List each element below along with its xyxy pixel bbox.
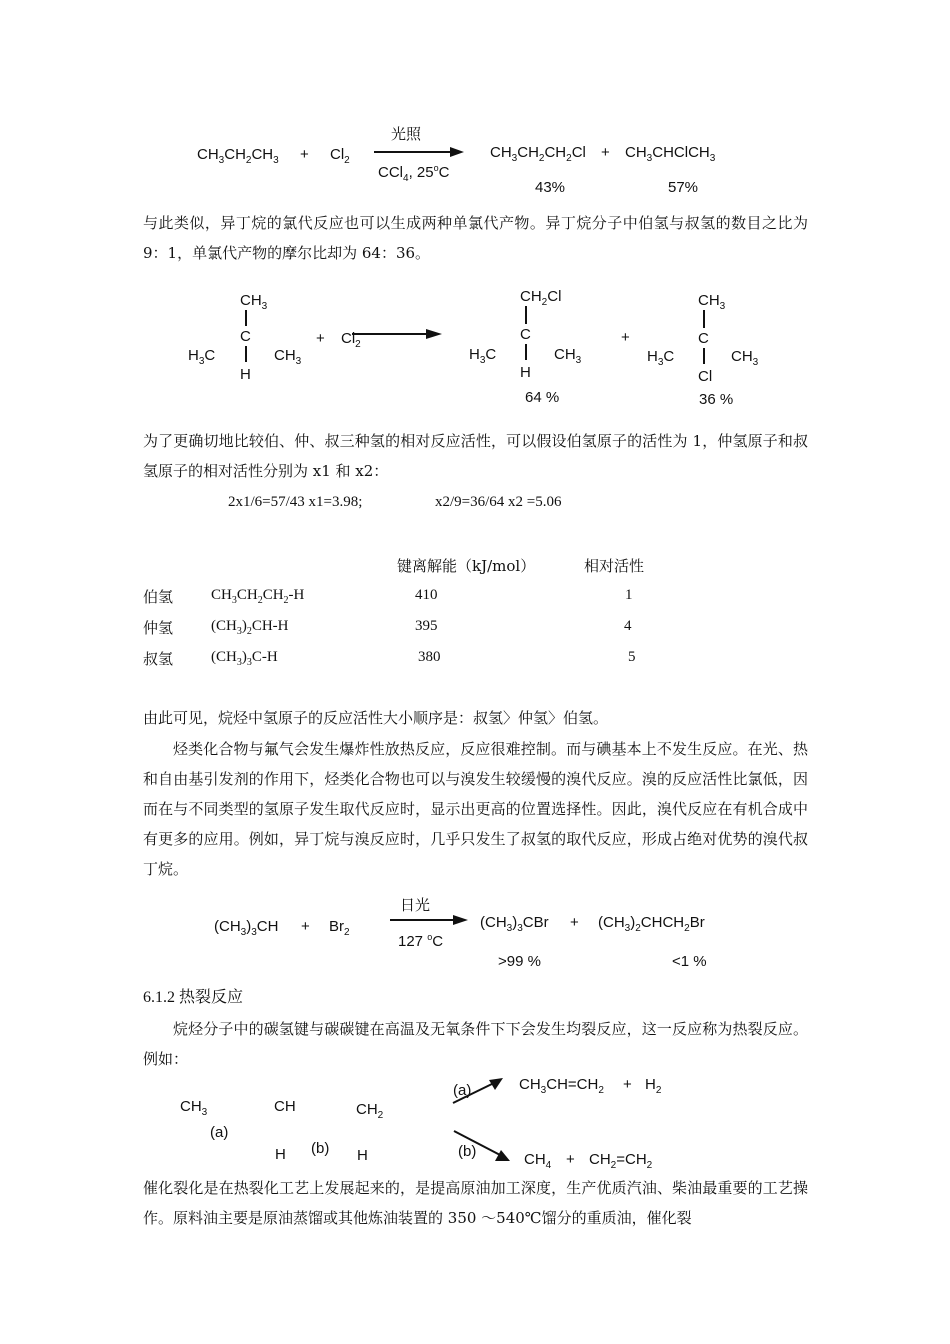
row-activity: 4	[624, 618, 632, 634]
equation-1: 2x1/6=57/43 x1=3.98;	[228, 494, 363, 510]
bromine-formula: $Br_2$	[329, 918, 350, 938]
methyl-left: $H_3C$	[188, 347, 216, 367]
product-1-formula: $CH_3CH_2CH_2Cl$	[490, 144, 586, 164]
plus-sign: +	[570, 914, 579, 931]
arrow-down-right	[452, 1128, 512, 1164]
path-label-b: (b)	[458, 1143, 477, 1160]
hydrogen-atom: H	[520, 364, 531, 381]
plus-sign: +	[316, 330, 325, 347]
propane-formula: $CH_3CH_2CH_3$	[197, 146, 279, 166]
hydrogen-atom: H	[275, 1146, 286, 1163]
reaction-arrow	[374, 146, 464, 158]
row-formula: $(CH_3)_3C-H$	[211, 649, 278, 668]
methyl-right: $CH_3$	[274, 347, 302, 367]
section-heading: 6.1.2 热裂反应	[143, 989, 244, 1006]
bond-line	[703, 348, 705, 364]
paragraph-5: 催化裂化是在热裂化工艺上发展起来的，是提高原油加工深度，生产优质汽油、柴油最重要的工艺操作。原料油主要是原油蒸馏或其他炼油装置的 350 ～540℃馏分的重质油，催化裂	[143, 1179, 808, 1227]
row-activity: 1	[625, 587, 633, 603]
methyl-left: $H_3C$	[647, 348, 675, 368]
product-methane: $CH_4$	[524, 1151, 552, 1171]
condition-top: 日光	[400, 897, 431, 914]
plus-sign: +	[621, 329, 630, 346]
central-carbon: C	[240, 328, 251, 345]
yield-1: 64 %	[525, 389, 560, 406]
reaction-arrow	[390, 914, 468, 926]
methyl-left: $H_3C$	[469, 346, 497, 366]
hydrogen-atom: H	[240, 366, 251, 383]
condition-bottom: CCl$_4$, 25$^o$C	[378, 163, 450, 184]
row-energy: 380	[418, 649, 441, 665]
methyl-right: $CH_3$	[554, 346, 582, 366]
arrow-up-right	[452, 1076, 504, 1104]
row-energy: 410	[415, 587, 438, 603]
chlorine-formula: $Cl_2$	[330, 146, 350, 166]
product-2-formula: $CH_3CHClCH_3$	[625, 144, 716, 164]
condition-top: 光照	[391, 126, 422, 143]
paragraph-2: 为了更确切地比较伯、仲、叔三种氢的相对反应活性，可以假设伯氢原子的活性为 1，仲氢原子和叔氢原子的相对活性分别为 x1 和 x2：	[143, 432, 808, 480]
methine-group: CH	[274, 1098, 296, 1115]
methyl-top: $CH_3$	[240, 292, 268, 312]
paragraph-4: 烷烃分子中的碳氢键与碳碳键在高温及无氧条件下下会发生均裂反应，这一反应称为热裂反应。例如：	[143, 1020, 808, 1068]
central-carbon: C	[698, 330, 709, 347]
row-activity: 5	[628, 649, 636, 665]
plus-sign: +	[566, 1151, 575, 1168]
hydrogen-atom: H	[357, 1147, 368, 1164]
yield-1: >99 %	[498, 953, 541, 970]
paragraph-3: 烃类化合物与氟气会发生爆炸性放热反应，反应很难控制。而与碘基本上不发生反应。在光、热和自由基引发剂的作用下，烃类化合物也可以与溴发生较缓慢的溴代反应。溴的反应活性比氯低，因而在与不同类型的氢原子发生取代反应时，显示出更高的位置选择性。因此，溴代反应在有机合成中有更多的应用。例如，异丁烷与溴反应时，几乎只发生了叔氢的取代反应，形成占绝对优势的溴代叔丁烷。	[143, 740, 808, 878]
methylene-group: $CH_2$	[356, 1101, 384, 1121]
product-2-formula: $(CH_3)_2CHCH_2Br$	[598, 914, 705, 934]
bond-line	[245, 310, 247, 326]
product-1-formula: $(CH_3)_3CBr$	[480, 914, 549, 934]
bond-line	[703, 310, 705, 328]
chloromethyl-group: $CH_2Cl$	[520, 288, 562, 308]
path-label-a: (a)	[453, 1082, 472, 1099]
row-formula: $(CH_3)_2CH-H$	[211, 618, 289, 637]
equation-2: x2/9=36/64 x2 =5.06	[435, 494, 562, 510]
plus-sign: +	[623, 1076, 632, 1093]
bond-label-a: (a)	[210, 1124, 229, 1141]
row-label: 叔氢	[143, 650, 174, 668]
row-formula: $CH_3CH_2CH_2-H$	[211, 587, 305, 606]
product-hydrogen: $H_2$	[645, 1076, 662, 1096]
conclusion-text: 由此可见，烷烃中氢原子的反应活性大小顺序是：叔氢〉仲氢〉伯氢。	[143, 709, 609, 727]
bond-line	[525, 306, 527, 324]
yield-1: 43%	[535, 179, 566, 196]
chlorine-formula: $Cl_2$	[341, 330, 361, 350]
chlorine-atom: Cl	[698, 368, 713, 385]
yield-2: <1 %	[672, 953, 707, 970]
plus-sign: +	[301, 918, 310, 935]
header-activity: 相对活性	[584, 557, 645, 575]
methyl-group: $CH_3$	[180, 1098, 208, 1118]
central-carbon: C	[520, 326, 531, 343]
header-energy: 键离解能（kJ/mol）	[397, 557, 536, 575]
row-energy: 395	[415, 618, 438, 634]
row-label: 仲氢	[143, 619, 174, 637]
yield-2: 36 %	[699, 391, 734, 408]
plus-sign: +	[601, 144, 610, 161]
row-label: 伯氢	[143, 588, 174, 606]
yield-2: 57%	[668, 179, 699, 196]
methyl-right: $CH_3$	[731, 348, 759, 368]
plus-sign: +	[300, 146, 309, 163]
reaction-arrow	[352, 328, 442, 340]
product-propene: $CH_3CH=CH_2$	[519, 1076, 604, 1096]
bond-line	[245, 346, 247, 362]
methyl-top: $CH_3$	[698, 292, 726, 312]
condition-bottom: 127 $^o$C	[398, 932, 444, 950]
isobutane-formula: $(CH_3)_3CH$	[214, 918, 279, 938]
paragraph-1: 与此类似，异丁烷的氯代反应也可以生成两种单氯代产物。异丁烷分子中伯氢与叔氢的数目之比为 9：1，单氯代产物的摩尔比却为 64：36。	[143, 214, 808, 262]
bond-line	[525, 344, 527, 360]
bond-label-b: (b)	[311, 1140, 330, 1157]
product-ethylene: $CH_2=CH_2$	[589, 1151, 653, 1171]
